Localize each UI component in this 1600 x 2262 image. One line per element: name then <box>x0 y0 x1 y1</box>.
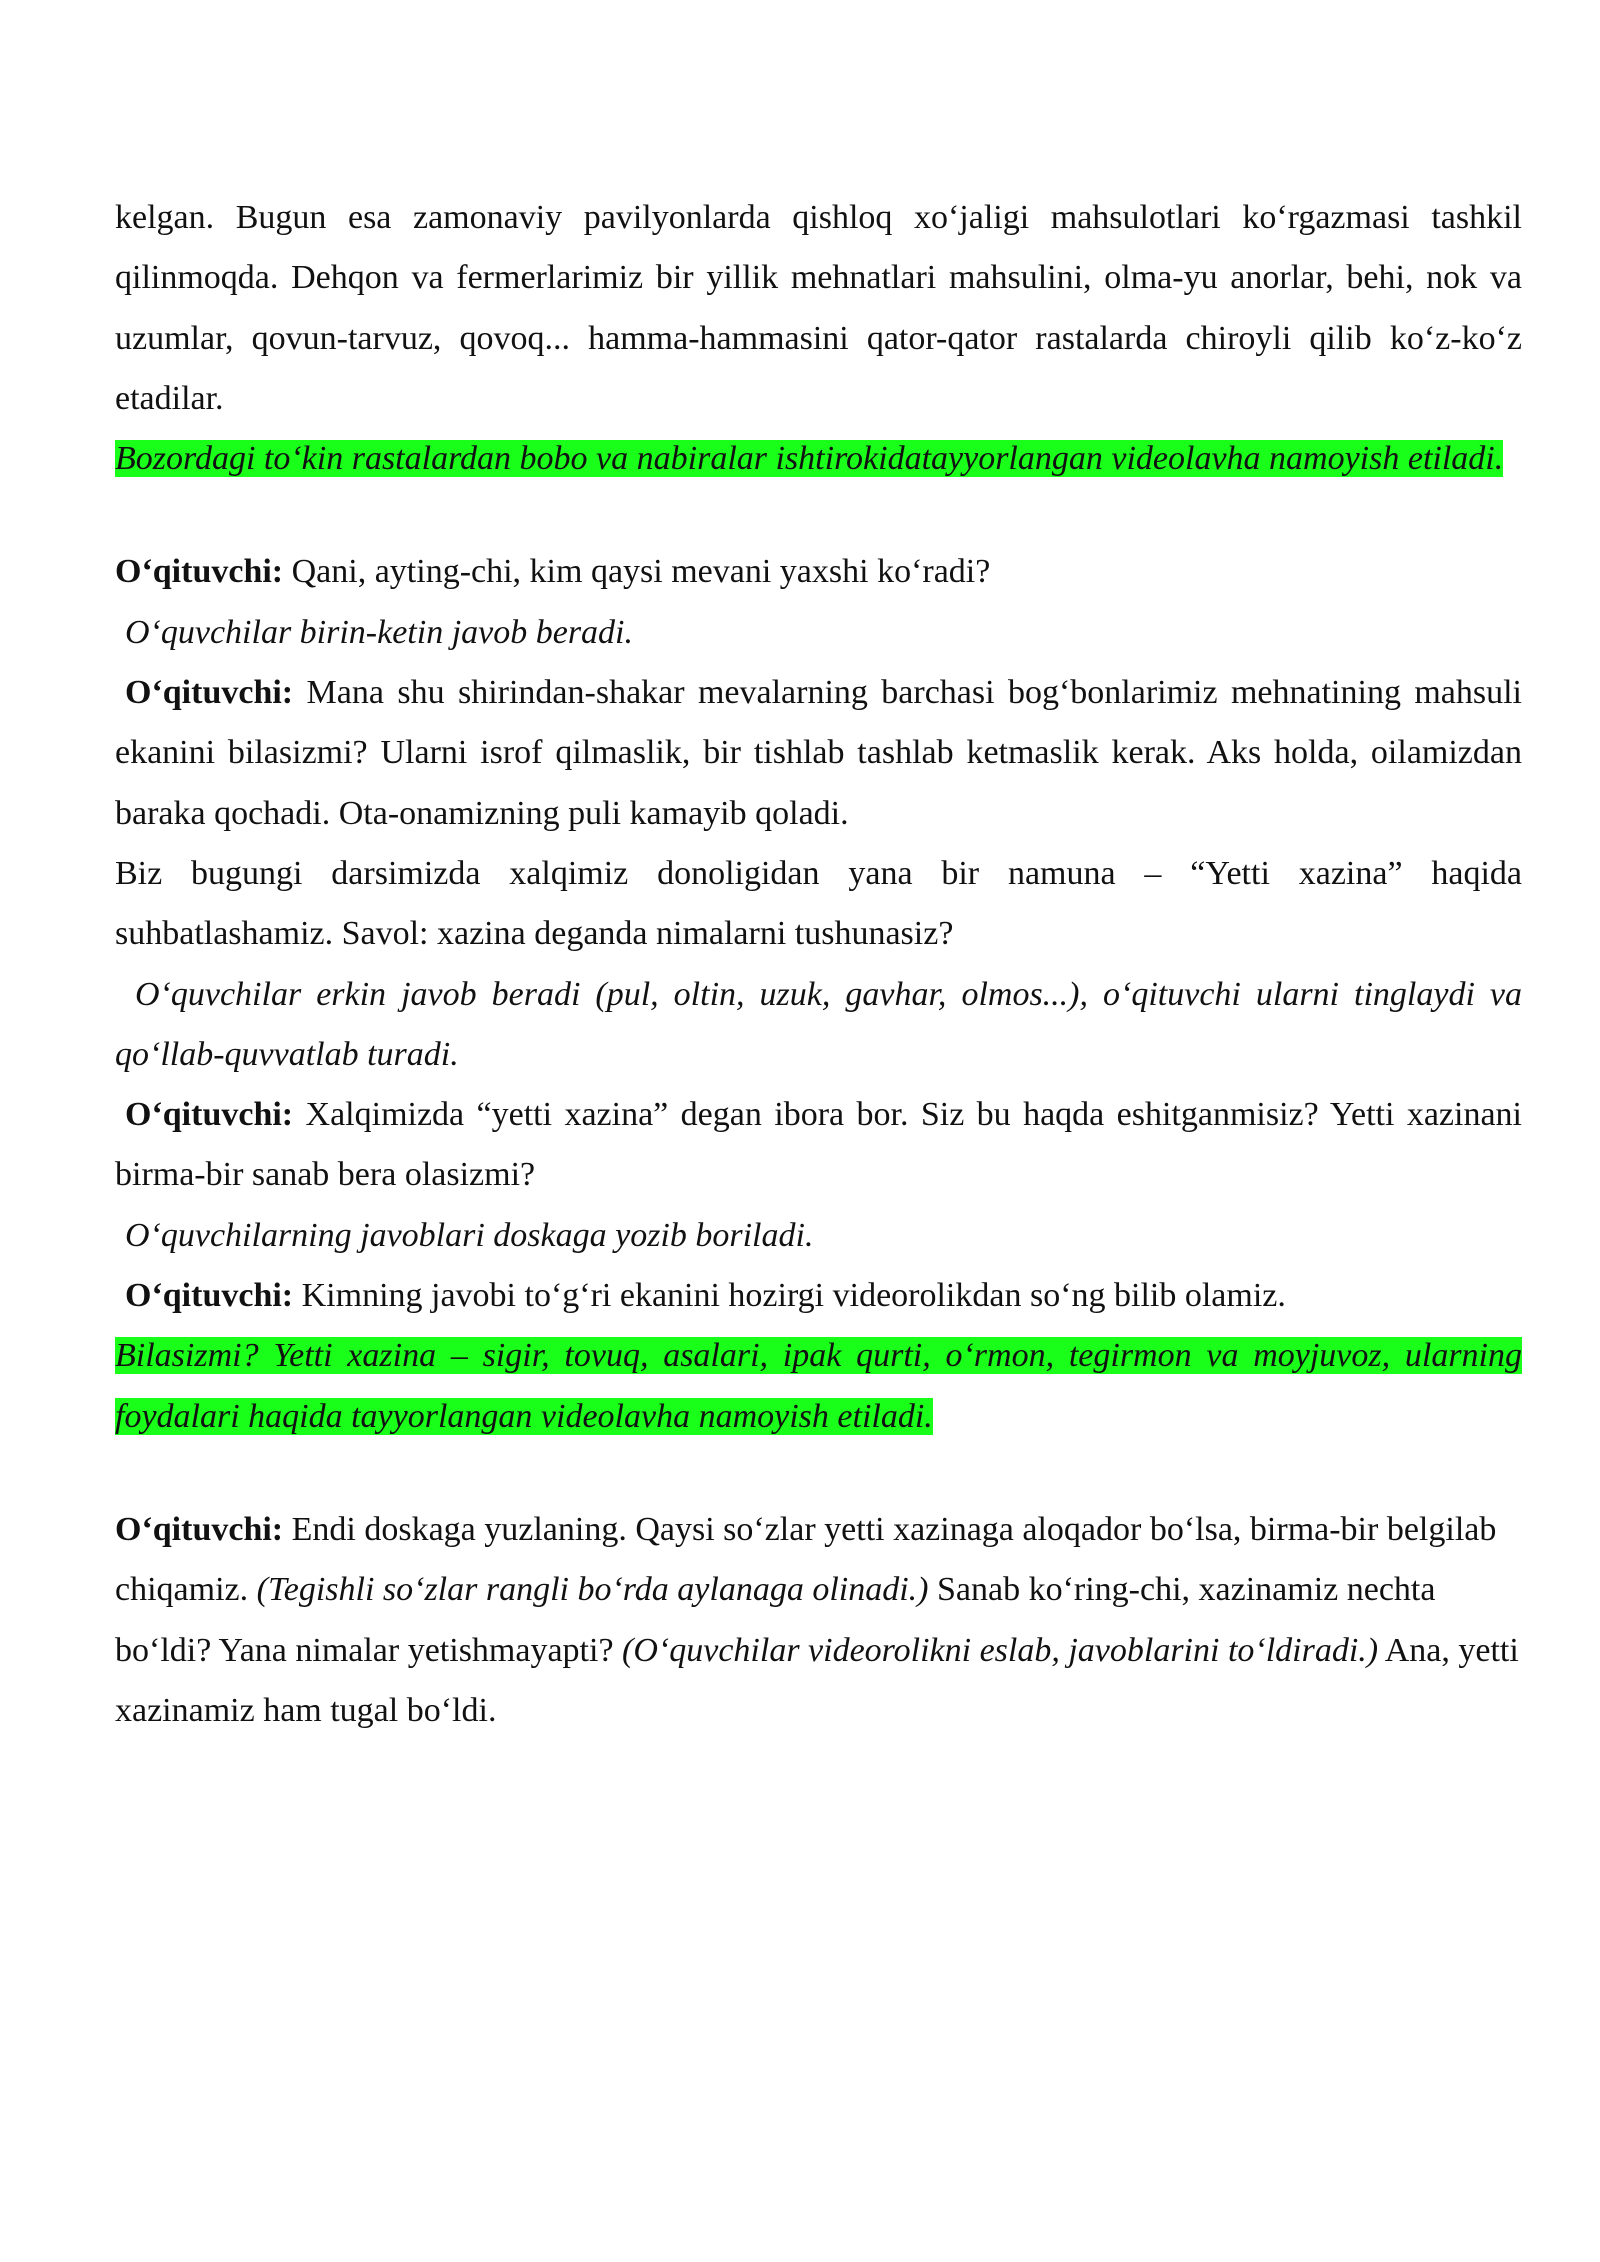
paragraph-gap <box>115 1447 1522 1500</box>
seven-treasures-highlight <box>115 1326 1522 1447</box>
teacher-text: Kimning javobi to‘g‘ri ekanini hozirgi videorolikdan so‘ng bilib olamiz. <box>301 1277 1286 1315</box>
lesson-topic-paragraph: Biz bugungi darsimizda xalqimiz donoligidan yana bir namuna – “Yetti xazina” haqida suhbatlashamiz. Savol: xazina deganda nimalarni tushunasiz? <box>115 854 1522 953</box>
teacher-text: Ana, yetti xazinamiz ham tugal bo‘ldi. <box>115 1631 1519 1729</box>
student-answer-1: O‘quvchilar birin-ketin javob beradi. <box>125 613 634 651</box>
teacher-question-1 <box>115 542 1522 602</box>
document-page <box>115 188 1522 1741</box>
speaker-label: O‘qituvchi: <box>125 1277 294 1315</box>
highlighted-text: Bilasizmi? Yetti xazina – sigir, tovuq, asalari, ipak qurti, o‘rmon, tegirmon va moyjuvoz, ularning foydalari haqida tayyorlangan videolavha namoyish etiladi. <box>115 1337 1522 1435</box>
teacher-question-5 <box>115 1500 1522 1741</box>
teacher-question-2 <box>115 663 1522 844</box>
paragraph-gap <box>115 489 1522 542</box>
speaker-label: O‘qituvchi: <box>125 674 294 712</box>
speaker-label: O‘qituvchi: <box>115 553 284 591</box>
highlighted-text: Bozordagi to‘kin rastalardan bobo va nabiralar ishtirokidatayyorlangan videolavha namoyish etiladi. <box>115 440 1504 478</box>
teacher-text: Sanab ko‘ring-chi, xazinamiz nechta bo‘ldi? Yana nimalar yetishmayapti? <box>115 1571 1436 1669</box>
stage-direction: (Tegishli so‘zlar rangli bo‘rda aylanaga olinadi.) <box>256 1571 929 1609</box>
teacher-question-3 <box>115 1085 1522 1206</box>
teacher-text: Mana shu shirindan-shakar mevalarning barchasi bog‘bonlarimiz mehnatining mahsuli ekanini bilasizmi? Ularni isrof qilmaslik, bir tishlab tashlab ketmaslik kerak. Aks holda, oilamizdan baraka qochadi. Ota-onamizning puli kamayib qoladi. <box>115 674 1523 832</box>
teacher-question-4 <box>115 1266 1522 1326</box>
video-note-highlight <box>115 429 1522 489</box>
teacher-text: Qani, ayting-chi, kim qaysi mevani yaxshi ko‘radi? <box>291 553 991 591</box>
intro-paragraph: kelgan. Bugun esa zamonaviy pavilyonlarda qishloq xo‘jaligi mahsulotlari ko‘rgazmasi tashkil qilinmoqda. Dehqon va fermerlarimiz bir yillik mehnatlari mahsulini, olma-yu anorlar, behi, nok va uzumlar, qovun-tarvuz, qovoq... hamma-hammasini qator-qator rastalarda chiroyli qilib ko‘z-ko‘z etadilar. <box>115 199 1522 417</box>
teacher-text: Endi doskaga yuzlaning. Qaysi so‘zlar yetti xazinaga aloqador bo‘lsa, birma-bir belgilab chiqamiz. <box>115 1510 1497 1609</box>
stage-direction: (O‘quvchilar videorolikni eslab, javoblarini to‘ldiradi.) <box>622 1631 1379 1669</box>
student-answer-2: O‘quvchilar erkin javob beradi (pul, oltin, uzuk, gavhar, olmos...), o‘qituvchi ularni tinglaydi va qo‘llab-quvvatlab turadi. <box>115 975 1522 1073</box>
student-answer-3: O‘quvchilarning javoblari doskaga yozib boriladi. <box>125 1216 814 1254</box>
speaker-label: O‘qituvchi: <box>115 1510 284 1548</box>
teacher-text: Xalqimizda “yetti xazina” degan ibora bor. Siz bu haqda eshitganmisiz? Yetti xazinani birma-bir sanab bera olasizmi? <box>115 1096 1522 1194</box>
speaker-label: O‘qituvchi: <box>125 1096 294 1134</box>
